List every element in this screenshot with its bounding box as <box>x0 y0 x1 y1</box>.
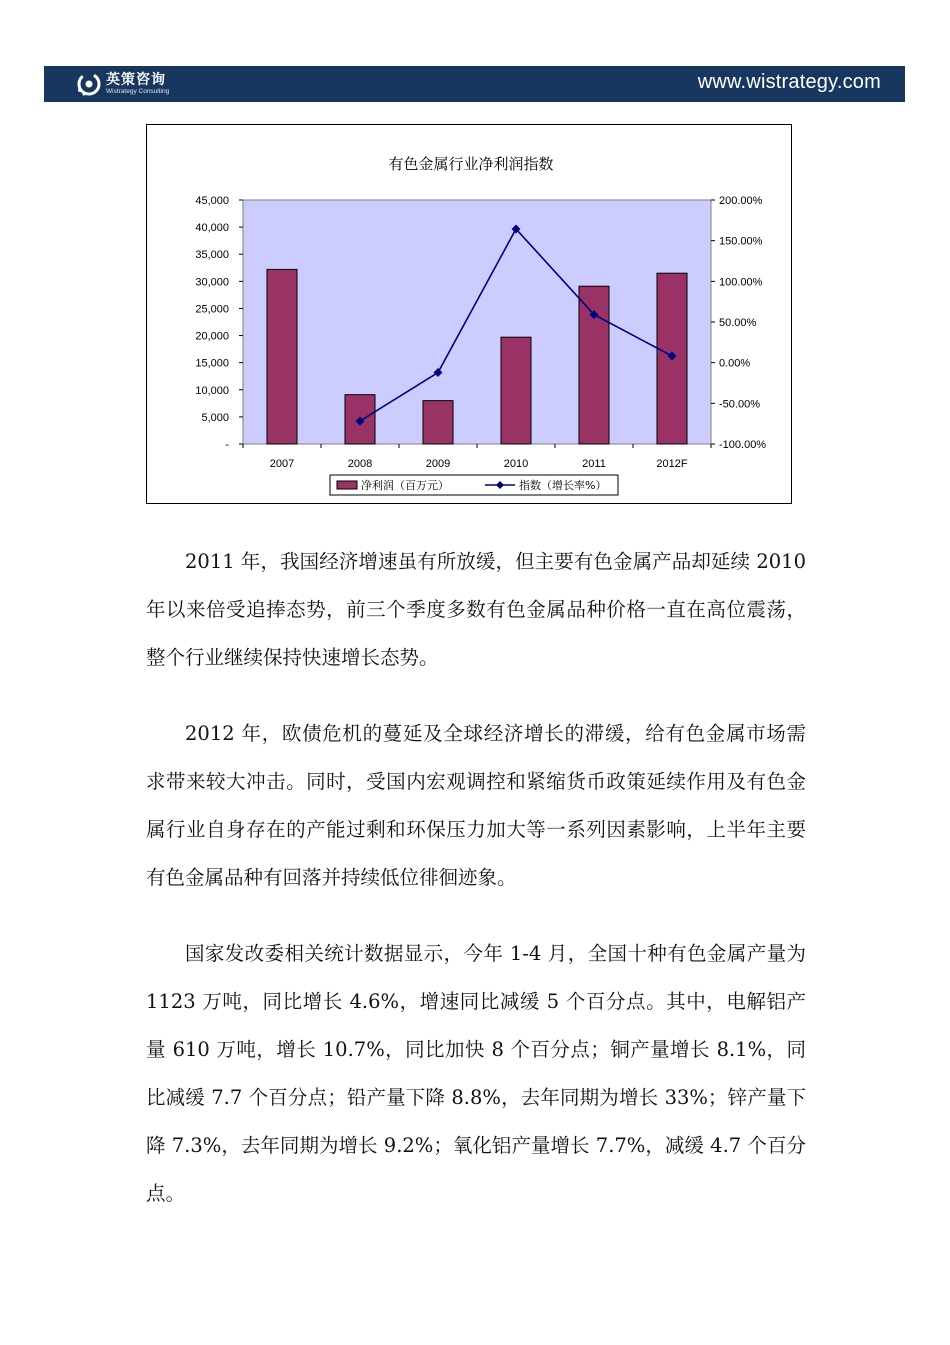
right-axis-tick-label: 100.00% <box>719 276 763 289</box>
right-axis-tick-label: 150.00% <box>719 235 763 248</box>
x-axis-tick-label: 2008 <box>347 458 373 470</box>
paragraph-1: 2011 年，我国经济增速虽有所放缓，但主要有色金属产品却延续 2010 年以来倍受追捧态势，前三个季度多数有色金属品种价格一直在高位震荡，整个行业继续保持快速增长态势。 <box>146 550 806 669</box>
legend-bar-swatch <box>337 481 357 489</box>
logo-name-en: Wistrategy Consulting <box>106 87 170 95</box>
left-axis-tick-label: 5,000 <box>201 411 229 424</box>
paragraph-2: 2012 年，欧债危机的蔓延及全球经济增长的滞缓，给有色金属市场需求带来较大冲击。同时，受国内宏观调控和紧缩货币政策延续作用及有色金属行业自身存在的产能过剩和环保压力加大等一系列因素影响，上半年主要有色金属品种有回落并持续低位徘徊迹象。 <box>146 722 806 889</box>
x-axis-tick-label: 2010 <box>503 458 529 470</box>
logo-name-cn: 英策咨询 <box>106 71 166 88</box>
right-axis-tick-label: 50.00% <box>719 317 757 329</box>
x-axis-tick-label: 2009 <box>425 458 451 470</box>
left-axis-tick-label: 30,000 <box>195 276 229 289</box>
x-axis-tick-label: 2011 <box>582 458 606 470</box>
website-url[interactable]: www.wistrategy.com <box>697 71 881 93</box>
chart-title: 有色金属行业净利润指数 <box>388 155 554 173</box>
right-axis-tick-label: -50.00% <box>719 398 760 411</box>
chart-canvas <box>147 125 791 503</box>
right-axis-tick-label: -100.00% <box>719 439 767 451</box>
right-axis-tick-label: 200.00% <box>719 195 763 207</box>
left-axis-tick-label: 10,000 <box>195 384 229 397</box>
x-axis-tick-label: 2007 <box>269 458 295 470</box>
left-axis <box>195 195 243 451</box>
left-axis-tick-label: 15,000 <box>195 357 229 370</box>
right-axis-tick-label: 0.00% <box>719 357 751 370</box>
logo-icon <box>76 71 102 97</box>
left-axis-tick-label: 25,000 <box>195 303 229 316</box>
profit-index-chart <box>146 124 792 504</box>
plot-area <box>243 200 711 444</box>
company-logo <box>76 70 169 98</box>
legend-bar-label: 净利润（百万元） <box>361 479 449 492</box>
paragraph-3: 国家发改委相关统计数据显示，今年 1-4 月，全国十种有色金属产量为 1123 万吨，同比增长 4.6%，增速同比减缓 5 个百分点。其中，电解铝产量 610 万吨，增长 10.7%，同比加快 8 个百分点；铜产量增长 8.1%，同比减缓 7.7 个百分点；铅产量下降 8.8%，去年同期为增长 33%；锌产量下降 7.3%，去年同期为增长 9.2%；氧化铝产量增长 7.7%，减缓 4.7 个百分点。 <box>146 942 806 1205</box>
legend-line-label: 指数（增长率%） <box>519 479 607 492</box>
x-axis-tick-label: 2012F <box>656 458 688 470</box>
profit-bar <box>501 337 531 444</box>
left-axis-tick-label: - <box>225 439 229 451</box>
left-axis-tick-label: 35,000 <box>195 249 229 262</box>
profit-bar <box>423 401 453 444</box>
x-axis <box>243 444 711 470</box>
left-axis-tick-label: 45,000 <box>195 195 229 207</box>
profit-bar <box>579 286 609 444</box>
header-bar <box>44 66 905 102</box>
profit-bar <box>267 269 297 444</box>
left-axis-tick-label: 40,000 <box>195 222 229 235</box>
chart-legend <box>330 475 618 495</box>
left-axis-tick-label: 20,000 <box>195 330 229 343</box>
right-axis <box>711 195 766 451</box>
